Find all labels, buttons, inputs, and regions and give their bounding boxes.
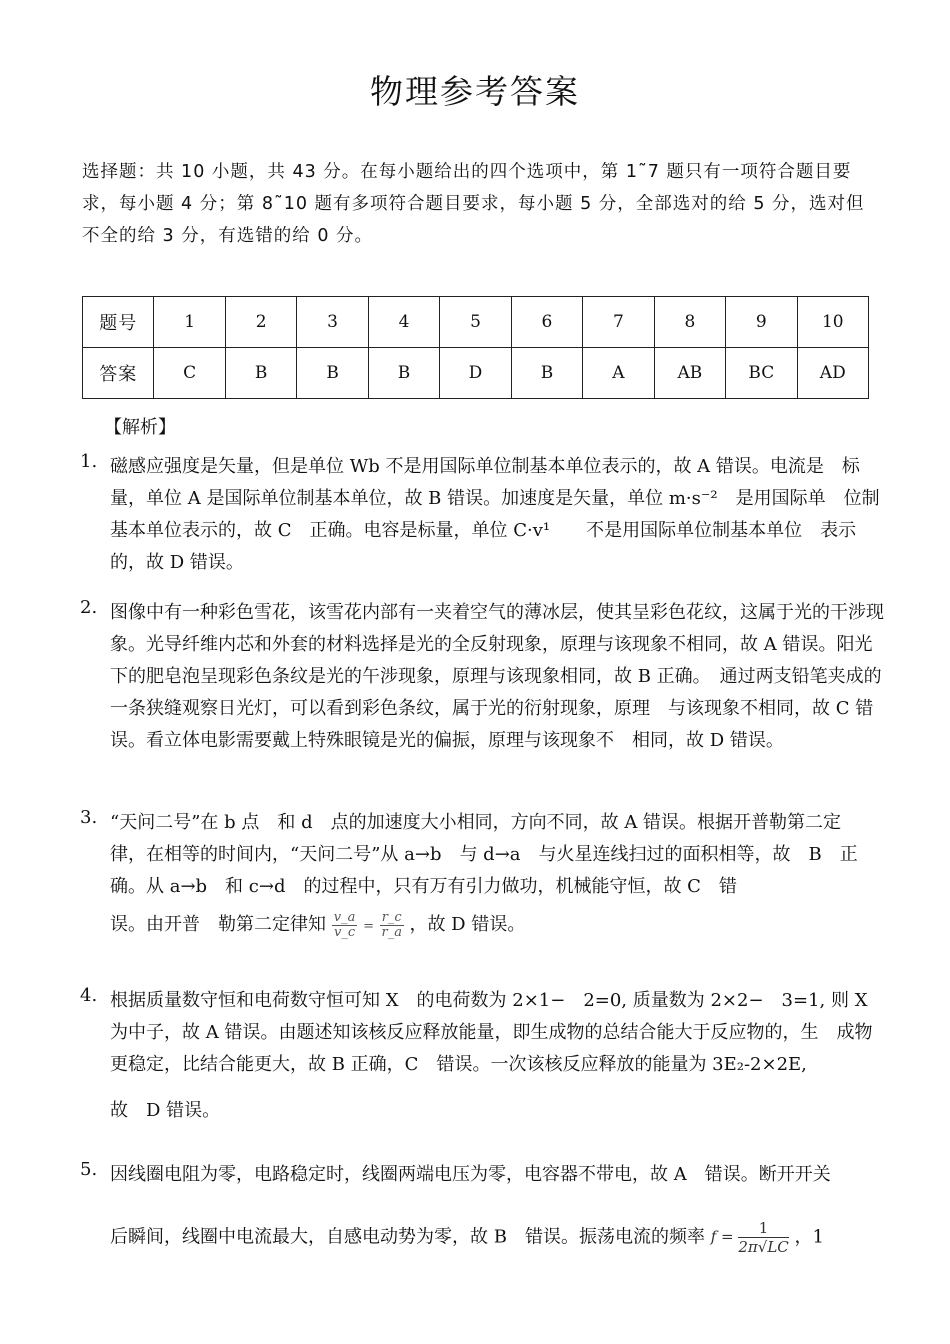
formula-lhs: f =	[710, 1227, 734, 1246]
radius-ratio-fraction	[380, 911, 404, 940]
table-cell: 2	[225, 297, 296, 348]
table-cell: 1	[154, 297, 225, 348]
table-cell: 6	[511, 297, 582, 348]
intro-paragraph: 选择题：共 10 小题，共 43 分。在每小题给出的四个选项中，第 1˜7 题只有一项符合题目要 求，每小题 4 分；第 8˜10 题有多项符合题目要求，每小题 5 分，全部选对的给 5 分，选对但 不全的给 3 分，有选错的给 0 分。	[82, 162, 884, 246]
row-label-answer: 答案	[83, 348, 154, 399]
text-segment: ，故 D 错误。	[409, 914, 526, 935]
analysis-item-5	[80, 1159, 888, 1256]
row-label-number: 题号	[83, 297, 154, 348]
page-title: 物理参考答案	[370, 72, 580, 111]
table-cell: D	[440, 348, 511, 399]
text-segment: ，1	[794, 1226, 824, 1248]
table-cell: 7	[583, 297, 654, 348]
table-cell: 5	[440, 297, 511, 348]
item-text: 磁感应强度是矢量，但是单位 Wb 不是用国际单位制基本单位表示的，故 A 错误。电流是 标量，单位 A 是国际单位制基本单位，故 B 错误。加速度是矢量，单位 m·s⁻² 是用国际单 位制基本单位表示的，故 C 正确。电容是标量，单位 C·v¹ 不是用国际单位制基本单位 表示的，故 D 错误。	[110, 456, 880, 573]
item-number: 1.	[80, 451, 98, 472]
table-cell: C	[154, 348, 225, 399]
table-cell: B	[297, 348, 368, 399]
analysis-item-1	[80, 451, 888, 579]
analysis-item-3	[80, 807, 888, 943]
frequency-formula	[711, 1219, 789, 1256]
fraction-numerator: r_c	[381, 909, 402, 925]
text-segment: 后瞬间，线圈中电流最大，自感电动势为零，故 B 错误。振荡电流的频率	[110, 1226, 705, 1248]
table-cell: B	[368, 348, 439, 399]
item-text: “天问二号”在 b 点 和 d 点的加速度大小相同，方向不同，故 A 错误。根据开普勒第二定 律，在相等的时间内，“天问二号”从 a→b 与 d→a 与火星连线扫过的面积相等，故 B 正确。从 a→b 和 c→d 的过程中，只有万有引力做功，机械能守恒，故 C 错	[110, 812, 860, 897]
table-cell: 10	[797, 297, 868, 348]
item-text-continued	[110, 1219, 888, 1256]
fraction-denominator: r_a	[381, 924, 402, 940]
formula-fraction	[738, 1219, 788, 1256]
analysis-heading: 【解析】	[104, 417, 176, 438]
formula-numerator: 1	[738, 1219, 788, 1238]
item-number: 3.	[80, 807, 98, 828]
answer-table	[82, 296, 869, 399]
table-row-answers	[83, 348, 869, 399]
item-text-continued: 故 D 错误。	[110, 1100, 221, 1121]
item-number: 5.	[80, 1159, 98, 1180]
table-cell: 9	[726, 297, 797, 348]
fraction-denominator: v_c	[333, 924, 356, 940]
formula-denominator: 2π√LC	[738, 1238, 789, 1256]
item-number: 2.	[80, 597, 98, 618]
table-cell: AD	[797, 348, 868, 399]
table-cell: 8	[654, 297, 725, 348]
analysis-item-2	[80, 597, 888, 757]
table-cell: A	[583, 348, 654, 399]
velocity-ratio-fraction	[332, 911, 358, 940]
table-cell: 4	[368, 297, 439, 348]
item-text: 因线圈电阻为零，电路稳定时，线圈两端电压为零，电容器不带电，故 A 错误。断开开关	[110, 1164, 831, 1185]
table-cell: B	[511, 348, 582, 399]
item-text: 图像中有一种彩色雪花，该雪花内部有一夹着空气的薄冰层，使其呈彩色花纹，这属于光的干涉现象。光导纤维内芯和外套的材料选择是光的全反射现象，原理与该现象不相同，故 A 错误。阳光下的肥皂泡呈现彩色条纹是光的午涉现象，原理与该现象相同，故 B 正确。 通过两支铅笔夹成的一条狭缝观察日光灯，可以看到彩色条纹，属于光的衍射现象，原理 与该现象不相同，故 C 错误。看立体电影需要戴上特殊眼镜是光的偏振，原理与该现象不 相同，故 D 错误。	[110, 602, 884, 751]
item-number: 4.	[80, 985, 98, 1006]
item-text: 根据质量数守恒和电荷数守恒可知 X 的电荷数为 2×1− 2=0, 质量数为 2×2− 3=1, 则 X 为中子，故 A 错误。由题述知该核反应释放能量，即生成物的总结合能大于反应物的，生 成物更稳定，比结合能更大，故 B 正确，C 错误。一次该核反应释放的能量为 3E₂-2×2E,	[110, 990, 886, 1075]
table-row-numbers	[83, 297, 869, 348]
item-text-continued	[110, 909, 888, 943]
text-segment: 误。由开普 勒第二定律知	[110, 914, 326, 935]
equals-sign: =	[363, 919, 374, 934]
table-cell: BC	[726, 348, 797, 399]
analysis-item-4	[80, 985, 888, 1127]
fraction-numerator: v_a	[333, 909, 356, 925]
table-cell: AB	[654, 348, 725, 399]
table-cell: 3	[297, 297, 368, 348]
table-cell: B	[225, 348, 296, 399]
